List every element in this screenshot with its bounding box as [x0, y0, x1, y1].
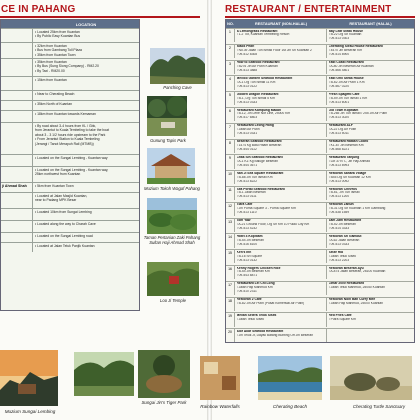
halal-cell	[327, 76, 414, 89]
caption-gunung-tapis: Gunung Tapis Park	[150, 138, 186, 143]
table-row	[226, 233, 414, 247]
row-number: 12	[226, 203, 235, 216]
restaurant-detail: • B-62 Jln Air Putih 1 Km	[328, 80, 365, 84]
place-name: ji Ahmad Shah	[1, 183, 33, 192]
restaurant-detail: • Jalan Teluk Sisek	[236, 317, 264, 321]
restaurant-detail: • Jalan Teluk Mahmud, 25050 Kuantan	[328, 286, 385, 290]
location-line: • Near to Cherating Beach	[35, 92, 75, 96]
restaurant-name: Restaurant Ratash Cobro	[328, 140, 369, 144]
restaurant-name: East Grill Steak House	[328, 76, 364, 80]
halal-cell	[327, 61, 414, 74]
halal-cell	[327, 219, 414, 232]
halal-cell	[327, 329, 414, 342]
restaurant-detail: • B-16 Sri Square	[236, 254, 263, 258]
restaurant-name: Mexico Garden Seafood Restaurant	[236, 76, 293, 80]
place-location	[33, 101, 139, 110]
restaurant-detail: • B-61, Jln Tun Ismail	[328, 191, 360, 195]
restaurant-detail: • B-12, Jln Lene Nor Line, 25000 Km	[236, 112, 291, 116]
non-halal-cell	[235, 92, 327, 105]
table-row	[226, 328, 414, 342]
non-halal-cell	[235, 171, 327, 184]
restaurant-detail: • B-59 Jln Tun Ismail 1 Km	[328, 96, 368, 100]
place-location	[33, 233, 139, 242]
restaurant-name: Zam Zam Restaurant	[328, 219, 362, 223]
location-line: from Jerantut to Kuala Tembeling to take the boat	[35, 128, 110, 133]
non-halal-cell	[235, 234, 327, 247]
halal-cell	[327, 45, 414, 58]
place-name	[1, 233, 33, 242]
restaurant-detail: • B-54 Jln Beserah	[236, 238, 264, 242]
restaurant-detail: • B45 Lrg Sri Kuantan 12 Km	[328, 175, 371, 179]
location-line: • 35km North of Kuantan	[35, 102, 72, 106]
location-line: • By road about 3-4 hours from KL / Gbk,	[35, 124, 97, 128]
row-number: 10	[226, 171, 235, 184]
place-name	[1, 101, 33, 110]
table-row	[226, 202, 414, 216]
location-line: • Located on the Sungai Lembing road	[35, 234, 93, 238]
table-row	[1, 58, 139, 76]
restaurant-detail: • B-54 Jln Beserah Km	[236, 270, 270, 274]
non-halal-cell	[235, 219, 327, 232]
place-location	[33, 59, 139, 76]
restaurant-detail: • Jln Teluk Jt, Dayak Batang Bunting Off Jln Beserah	[236, 333, 314, 337]
location-line: • Located 10km from Sungai Lembing	[35, 210, 92, 214]
location-line: • Located 25km from Kuantan	[35, 30, 80, 34]
halal-cell	[327, 29, 414, 42]
turtle-sanctuary-photo	[330, 356, 412, 400]
restaurant-detail: • 09-513 6001	[328, 100, 350, 104]
location-line: (Jerangi / Tanot Merapuh Rail (MTMB))	[35, 141, 94, 146]
restaurant-detail: • Jalan Haji Mahmud Km	[236, 286, 273, 290]
place-name	[1, 155, 33, 166]
restaurant-name: Mellan Selera Telok Sisek	[236, 313, 277, 317]
row-number: 4	[226, 76, 235, 89]
non-halal-cell	[235, 29, 327, 42]
table-row	[226, 75, 414, 89]
waterfalls-photo	[200, 356, 240, 400]
restaurant-name: Ken's Inn	[236, 250, 252, 254]
restaurant-detail: • K1-87 Jln Beserah Km	[328, 144, 364, 147]
non-halal-cell	[235, 140, 327, 153]
non-halal-cell	[235, 61, 327, 74]
row-number: 5	[226, 92, 235, 105]
table-row	[1, 220, 139, 232]
header-location: LOCATION	[75, 21, 97, 27]
row-number: 20	[226, 329, 235, 342]
page-title: CE IN PAHANG	[1, 4, 76, 15]
table-row	[1, 122, 139, 154]
restaurant-name: Golden Dragon Restaurant	[236, 92, 279, 96]
caption-cherating: Cherating Beach	[272, 404, 308, 409]
location-line: near to Padang MPK Besar	[35, 198, 77, 203]
restaurant-name: Restoran Noin Ban Curry Mee	[328, 298, 376, 302]
restaurant-detail: • 09-513 8222	[236, 179, 258, 183]
restaurant-detail: • B276 Jln Air Putih Kuantan	[236, 65, 278, 68]
table-row	[226, 139, 414, 153]
halal-cell	[327, 250, 414, 263]
table-row	[226, 123, 414, 137]
non-halal-cell	[235, 298, 327, 311]
row-number: 15	[226, 250, 235, 263]
restaurant-name: Restoran Sahara Village	[328, 171, 367, 175]
non-halal-cell	[235, 282, 327, 295]
place-location	[33, 91, 139, 100]
restaurant-detail: • 09-566 4801	[328, 68, 350, 72]
row-number: 18	[226, 298, 235, 311]
muzium-photo	[147, 148, 195, 184]
gunung-tapis-photo	[147, 96, 187, 136]
restaurant-detail: • A-22 Lrg Air Putih	[328, 128, 357, 132]
restaurant-name: Nan Ji Sea Square Restaurant	[236, 171, 284, 175]
sungai-lembing-photo	[0, 350, 58, 406]
restaurant-name: Restaurant Tanjung	[328, 155, 360, 159]
row-number: 1	[226, 29, 235, 42]
restaurant-name: Tiara Cafe	[236, 203, 253, 207]
caption-taman: Taman Pertanian Zaki Pahang Sultan Haji Ahmad Shah	[143, 235, 201, 245]
bottom-photo-strip	[0, 350, 420, 420]
restaurant-detail: • 09-568 8221	[328, 147, 350, 151]
forest-park-photo	[74, 352, 134, 396]
restaurant-detail: • 09-517 6803	[236, 116, 258, 120]
restaurant-detail: • 09-513 0331	[236, 132, 258, 136]
restaurant-name: Chak Sin Seafood Restaurant	[236, 155, 283, 159]
restaurant-detail: • B-1, Lrg Tun Ismail 5 Km	[236, 96, 275, 100]
place-name	[1, 167, 33, 182]
restaurant-detail: • Jalan Air Putih	[236, 128, 260, 132]
restaurant-detail: • 09-544 0112	[236, 147, 257, 151]
restaurant-detail: • 09-513 2203	[328, 258, 350, 262]
table-row	[226, 281, 414, 295]
restaurant-detail: • 09-513 0122	[236, 84, 258, 88]
halal-cell	[327, 171, 414, 184]
taman-pertanian-photo	[147, 198, 197, 234]
restaurant-detail: • A-21 Ground Floor, Lrg Sri Km 10 Pulau City Km	[236, 223, 310, 226]
restaurant-name: Restaurant Kampung Makan	[236, 108, 282, 112]
restaurant-detail: • 09-513 3020	[328, 116, 350, 120]
non-halal-cell	[235, 155, 327, 168]
restaurant-name: Black Pearl	[236, 45, 255, 49]
row-number: 7	[226, 124, 235, 137]
restaurant-table	[225, 19, 415, 343]
restaurant-detail: • 09-513 8993	[328, 163, 350, 167]
header-non-halal: RESTAURANT (NON-HALAL)	[254, 22, 308, 26]
non-halal-cell	[235, 124, 327, 137]
table-row	[1, 100, 139, 110]
caption-handicraft: Rainbow Waterfalls	[200, 404, 240, 409]
non-halal-cell	[235, 266, 327, 279]
halal-cell	[327, 187, 414, 200]
restaurant-detail: • No.39 Jalan Tun Ismail Floor 1st Jln Sri Kuantan 2	[236, 49, 312, 53]
non-halal-cell	[235, 108, 327, 121]
restaurant-detail: • B-1 Jalan Beserah	[236, 191, 266, 195]
table-row	[226, 107, 414, 121]
restaurant-name: Seize Ria	[328, 250, 343, 254]
table-row	[1, 242, 139, 252]
table-row	[226, 186, 414, 200]
location-line: • By Public Easy Kuantan Bus	[35, 34, 81, 39]
caption-panching: Panching Cave	[163, 85, 192, 90]
restaurant-detail: • 09-513 5011	[328, 132, 349, 136]
place-name	[1, 209, 33, 220]
halal-cell	[327, 124, 414, 137]
table-row	[1, 28, 139, 42]
halal-cell	[327, 313, 414, 326]
row-number: 16	[226, 266, 235, 279]
place-location	[33, 123, 139, 154]
location-line: • 35km from Kuantan	[35, 60, 67, 64]
row-number: 14	[226, 234, 235, 247]
location-line: • 32km from Kuantan	[35, 44, 67, 48]
location-line: about 3 - 3 1/2 hours ride upstream to the Park	[35, 132, 106, 137]
table-row	[1, 166, 139, 182]
table-row	[226, 44, 414, 58]
panching-cave-photo	[150, 48, 205, 84]
table-row	[1, 232, 139, 242]
restaurant-detail: • A-1 Lrg Tun Ismail 11 Km	[236, 80, 276, 84]
halal-cell	[327, 266, 414, 279]
place-name	[1, 111, 33, 122]
place-location	[33, 29, 139, 42]
row-number: 6	[226, 108, 235, 121]
table-row	[226, 297, 414, 311]
row-number: 8	[226, 140, 235, 153]
restaurant-detail: • 09-544 3671	[236, 163, 258, 167]
location-line: • Located at Jalan Masjid Kuantan,	[35, 194, 88, 198]
restaurant-detail: • 09-514 8900	[328, 53, 350, 57]
caption-muzium: Muzium Tokoh Wagaf Pahang	[144, 186, 200, 191]
table-row	[226, 91, 414, 105]
restaurant-detail: • B-22 Lrg Sri Kuantan	[328, 33, 362, 37]
place-location	[33, 183, 139, 192]
halal-cell	[327, 234, 414, 247]
place-name	[1, 193, 33, 208]
table-row	[226, 218, 414, 232]
non-halal-cell	[235, 76, 327, 89]
row-number: 3	[226, 61, 235, 74]
table-row	[226, 312, 414, 326]
table-row	[1, 110, 139, 122]
restaurant-name: Old Town Kopitiam	[328, 108, 359, 112]
restaurant-name: Limar 2000 Restaurant	[328, 282, 364, 286]
restaurant-detail: • 09-513 0333	[328, 242, 350, 246]
restaurant-detail: • B-88 Jln Tun Ismail Km	[236, 175, 273, 179]
table-row	[226, 265, 414, 279]
place-location	[33, 77, 139, 90]
non-halal-cell	[235, 329, 327, 342]
restaurant-detail: • 09-513 0111	[236, 195, 257, 199]
restaurant-name: Beserah Seafood Restaurant	[236, 140, 282, 144]
restaurant-name: Restaurant Lei Chi Long	[236, 282, 275, 286]
restaurant-detail: • Jln Purna Square 3 - Purna Square Km	[236, 207, 296, 211]
caption-sungai-lembing: Muzium Sungai Lembing	[4, 409, 56, 414]
restaurant-detail: • 09-514 3333	[328, 226, 350, 230]
title-divider	[0, 16, 200, 18]
place-name	[1, 29, 33, 42]
tiger-park-photo	[138, 350, 190, 398]
restaurant-name: Alor Akar Seafood Restaurant	[236, 329, 284, 333]
restaurant-detail: • 09-513 1200	[328, 195, 350, 199]
halal-cell	[327, 298, 414, 311]
places-table	[0, 19, 140, 311]
restaurant-name: A Lemongrass Restaurant	[236, 29, 278, 33]
table-row	[226, 28, 414, 42]
place-location	[33, 43, 139, 58]
header-no: NO.	[227, 22, 234, 26]
table-row	[1, 90, 139, 100]
location-line: • Located on the Sungai Lembing - Kuantan way,	[35, 168, 109, 172]
restaurant-detail: • 09-512 8308	[236, 53, 258, 57]
row-number: 13	[226, 219, 235, 232]
place-location	[33, 209, 139, 220]
restaurant-name: Restaurant Leong Hong	[236, 124, 274, 128]
location-line: • 18km from Kuantan towards Kemaman	[35, 112, 96, 116]
restaurant-detail: • 09-513 0303	[328, 37, 350, 41]
restaurant-detail: • A-874 Jalan Beserah, 26100 Kuantan	[328, 270, 386, 274]
restaurant-name: Fresh Spagetti Cafe	[328, 92, 360, 96]
place-location	[33, 193, 139, 208]
non-halal-cell	[235, 313, 327, 326]
place-name	[1, 43, 33, 58]
restaurant-detail: • 09-513 1110	[236, 211, 257, 215]
caption-gajah: Sungai Jin's Tiger Park	[141, 400, 187, 405]
row-number: 2	[226, 45, 235, 58]
restaurant-detail: • Jalan Teluk Sisek	[328, 254, 356, 258]
location-line: • 5km from Kuantan Town	[35, 184, 74, 188]
non-halal-cell	[235, 45, 327, 58]
table-row	[226, 154, 414, 168]
restaurant-detail: • 1-2 Tkt, Kuantan Tembeling Resort	[236, 33, 290, 37]
restaurant-name: Restoran Zaitun	[328, 203, 354, 207]
restaurant-name: Restaurant ALF	[328, 124, 353, 128]
location-line: • 15km from Kuantan	[35, 78, 67, 82]
restaurant-detail: • Putra Square Km	[328, 317, 356, 321]
place-name	[1, 59, 33, 76]
location-line: • Bus from Gambang Toll Plaza	[35, 48, 82, 53]
row-number: 9	[226, 155, 235, 168]
restaurant-detail: • 09-513 3888	[236, 68, 258, 72]
restaurant-detail: • 09-513 0333	[236, 100, 258, 104]
caption-loo: Loo Ji Temple	[160, 298, 186, 303]
restaurant-name: Restoran 2 Cafe	[236, 298, 262, 302]
cherating-beach-photo	[258, 356, 322, 400]
restaurant-name: Bay Leaf Steak House	[328, 29, 363, 33]
location-line: • Located on the Sungai Lembing - Kuantan way	[35, 156, 108, 160]
restaurant-detail: • A-62 Jalan Beserah	[328, 238, 360, 242]
restaurant-detail: • Lot 3797 L, Jln Haji Ahmad	[328, 159, 370, 163]
restaurant-detail: • 09-567 0220	[328, 84, 350, 88]
caption-turtle: Cherating Turtle Sanctuary	[352, 404, 406, 409]
location-line: • By Taxi - RM20.00	[35, 68, 65, 73]
location-line: • 35km from Kuantan Town	[35, 52, 76, 57]
location-line: • By Bus (Sung Siong Company) - RM2.20	[35, 64, 99, 69]
restaurant-detail: • 1474 Kg Batu Hitam Beserah	[236, 144, 282, 147]
row-number: 17	[226, 282, 235, 295]
restaurant-name: Red Fries Cafe	[328, 313, 352, 317]
place-location	[33, 167, 139, 182]
restaurant-name: Restoran Sri Gambut	[328, 234, 362, 238]
non-halal-cell	[235, 187, 327, 200]
restaurant-name: Hotel 4 Kopitiam	[236, 234, 263, 238]
place-location	[33, 243, 139, 252]
table-row	[1, 154, 139, 166]
table-row	[1, 208, 139, 220]
location-line: • From Jerantut Station to Kuala Tembeling	[35, 137, 100, 142]
place-name	[1, 91, 33, 100]
table-header	[1, 20, 139, 28]
page-title-right: RESTAURANT / ENTERTAINMENT	[225, 4, 392, 15]
halal-cell	[327, 155, 414, 168]
place-name	[1, 243, 33, 252]
restaurant-detail: • 09-538 1559	[328, 211, 350, 215]
header-halal: RESTAURANT (HALAL)	[349, 22, 392, 26]
restaurant-detail: • 4470 Jln Beserah Km	[328, 49, 363, 53]
place-location	[33, 155, 139, 166]
row-number: 11	[226, 187, 235, 200]
table-row	[1, 192, 139, 208]
restaurant-detail: • 09-513 4232	[236, 226, 258, 230]
location-line: 25km northwest from Kuantan	[35, 172, 81, 177]
halal-cell	[327, 140, 414, 153]
table-row	[226, 60, 414, 74]
restaurant-detail: • 09-510 2311	[236, 290, 257, 294]
restaurant-detail: • A-80 Jln Beserah Air Kuantan	[328, 65, 374, 68]
location-line: • Located along the way to Charah Cave	[35, 222, 96, 226]
table-row	[1, 42, 139, 58]
non-halal-cell	[235, 203, 327, 216]
restaurant-detail: • B-265 Jln Tun Ismail / 255 Jln Air Putih	[328, 112, 388, 116]
place-name	[1, 221, 33, 232]
restaurant-detail: • 09-543 8871	[236, 274, 258, 278]
restaurant-name: Restoran Beserah Ayu	[328, 266, 364, 270]
place-name	[1, 123, 33, 154]
restaurant-detail: • A-1 KZ Kg Balugir Beserah	[236, 159, 278, 163]
table-row	[226, 170, 414, 184]
non-halal-cell	[235, 250, 327, 263]
restaurant-name: Restoran Chevros	[328, 187, 357, 191]
restaurant-detail: • B-82 Jln Air Putih (Pusat Komersial Air Putih)	[236, 302, 305, 305]
restaurant-detail: • B-52 Jln Beserah	[328, 223, 356, 226]
halal-cell	[327, 92, 414, 105]
location-line: • Located at Jalan Teluk Panjik Kuantan	[35, 244, 95, 248]
place-location	[33, 221, 139, 232]
loo-ji-temple-photo	[147, 262, 199, 296]
restaurant-detail: • 09-516 8100	[236, 242, 258, 246]
restaurant-detail: • B-31 Lrg Sri Kuantan 1 Km Gambang	[328, 207, 386, 211]
restaurant-name: Cherating Sieau House Restaurant	[328, 45, 383, 49]
title-divider-right	[225, 16, 415, 18]
halal-cell	[327, 203, 414, 216]
restaurant-table-header	[226, 20, 414, 28]
halal-cell	[327, 108, 414, 121]
place-name	[1, 77, 33, 90]
restaurant-name: Sea Portal Seafood Restaurant	[236, 187, 285, 191]
table-row	[226, 249, 414, 263]
restaurant-detail: • 09-513 0092	[328, 179, 350, 183]
restaurant-detail: • 09-513 0132	[236, 258, 258, 262]
restaurant-name: Kenny Rogers Chicken Rice	[236, 266, 281, 270]
row-number: 19	[226, 313, 235, 326]
restaurant-name: How to Seafood Restaurant	[236, 61, 280, 65]
restaurant-name: Tom Yaw	[236, 219, 251, 223]
restaurant-name: East Coast Restaurant	[328, 61, 364, 65]
restaurant-detail: • Jalan Haji Mahmud, 25000 Kuantan	[328, 302, 383, 305]
halal-cell	[327, 282, 414, 295]
table-row	[1, 182, 139, 192]
table-row	[1, 76, 139, 90]
place-location	[33, 111, 139, 122]
